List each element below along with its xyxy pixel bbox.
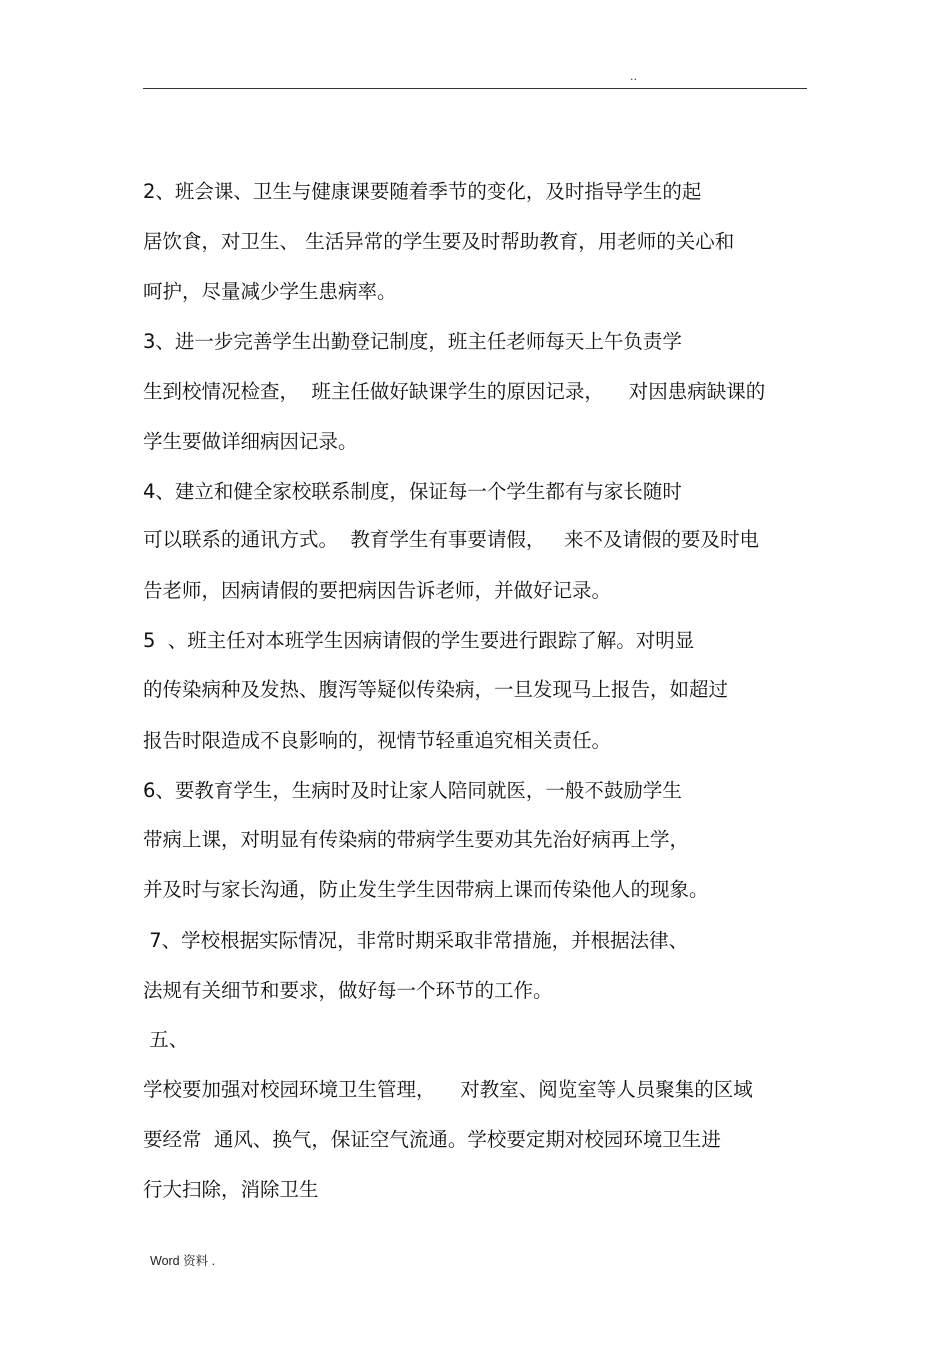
body-line: 居饮食，对卫生、 生活异常的学生要及时帮助教育，用老师的关心和 <box>143 230 735 253</box>
body-line: 5 、班主任对本班学生因病请假的学生要进行跟踪了解。对明显 <box>143 629 695 652</box>
body-line: 可以联系的通讯方式。 教育学生有事要请假， 来不及请假的要及时电 <box>143 528 759 551</box>
body-line: 要经常 通风、换气，保证空气流通。学校要定期对校园环境卫生进 <box>143 1128 721 1151</box>
body-line: 学校要加强对校园环境卫生管理， 对教室、阅览室等人员聚集的区域 <box>143 1078 753 1101</box>
body-line: 7、学校根据实际情况，非常时期采取非常措施，并根据法律、 <box>143 929 689 952</box>
body-line: 带病上课，对明显有传染病的带病学生要劝其先治好病再上学， <box>143 828 690 851</box>
section-heading: 五、 <box>143 1028 189 1051</box>
header-mark: .. <box>630 70 637 83</box>
body-line: 6、要教育学生，生病时及时让家人陪同就医，一般不鼓励学生 <box>143 779 682 802</box>
body-line: 3、进一步完善学生出勤登记制度，班主任老师每天上午负责学 <box>143 330 682 353</box>
footer-text: Word 资料 . <box>150 1254 216 1268</box>
body-line: 告老师，因病请假的要把病因告诉老师，并做好记录。 <box>143 579 612 602</box>
body-line: 行大扫除，消除卫生 <box>143 1178 319 1201</box>
header-rule <box>143 88 807 89</box>
body-line: 报告时限造成不良影响的，视情节轻重追究相关责任。 <box>143 729 612 752</box>
body-line: 生到校情况检查， 班主任做好缺课学生的原因记录， 对因患病缺课的 <box>143 380 766 403</box>
body-line: 的传染病种及发热、腹泻等疑似传染病，一旦发现马上报告，如超过 <box>143 678 729 701</box>
body-line: 2、班会课、卫生与健康课要随着季节的变化，及时指导学生的起 <box>143 180 702 203</box>
body-line: 法规有关细节和要求，做好每一个环节的工作。 <box>143 979 553 1002</box>
body-line: 呵护，尽量减少学生患病率。 <box>143 280 397 303</box>
body-line: 学生要做详细病因记录。 <box>143 430 358 453</box>
body-line: 并及时与家长沟通，防止发生学生因带病上课而传染他人的现象。 <box>143 878 709 901</box>
body-line: 4、建立和健全家校联系制度，保证每一个学生都有与家长随时 <box>143 480 682 503</box>
